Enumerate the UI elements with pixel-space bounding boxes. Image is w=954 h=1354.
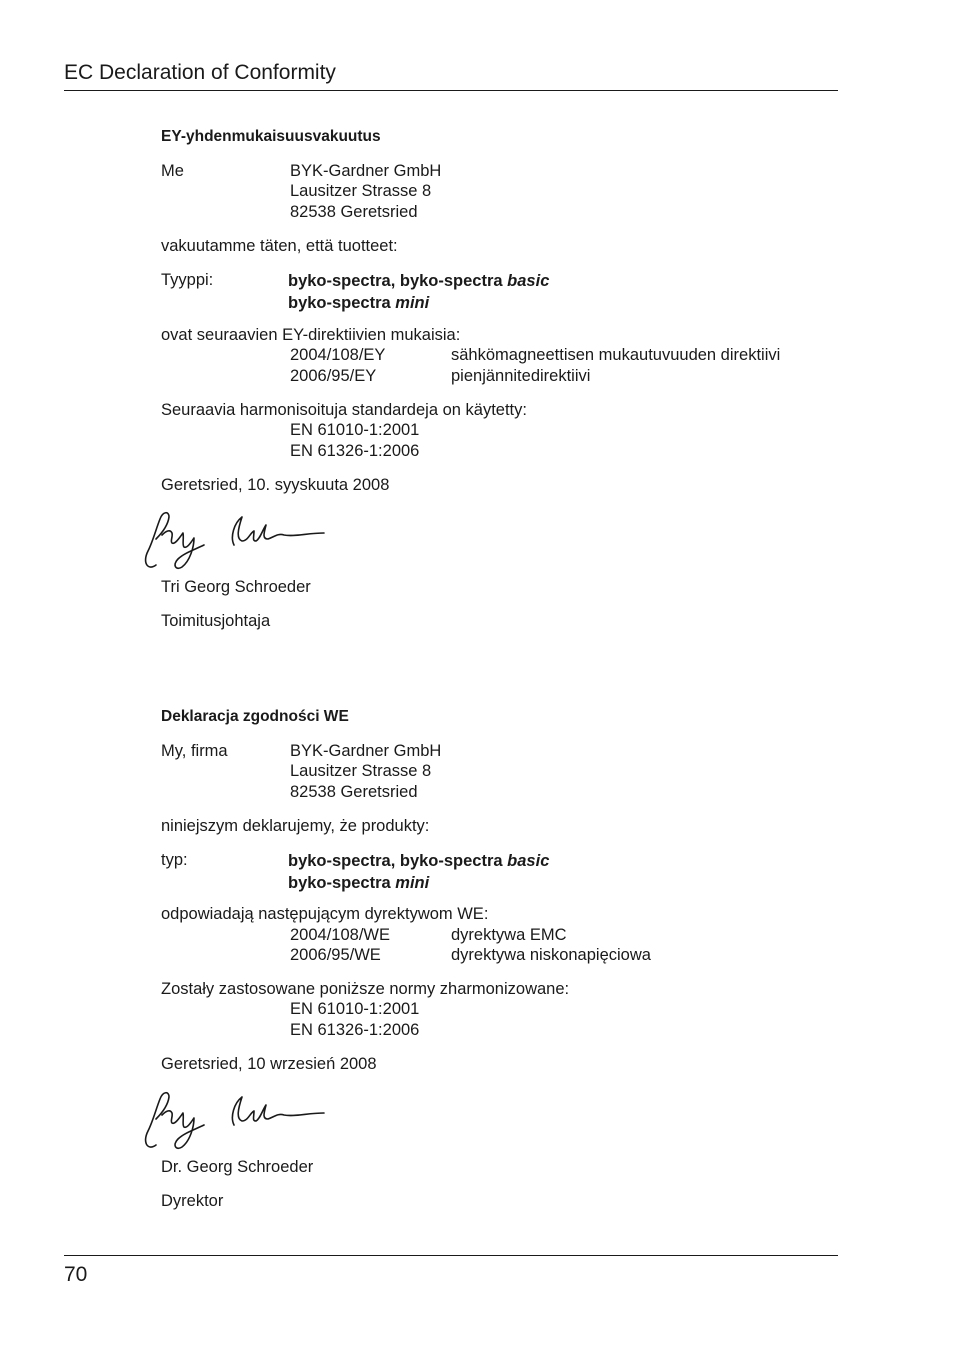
product-line-2 <box>288 873 429 894</box>
declare-text: niniejszym deklarujemy, że produkty: <box>161 817 430 835</box>
directive-code: 2004/108/EY <box>290 346 386 364</box>
footer-rule <box>64 1255 838 1256</box>
company-label: My, firma <box>161 742 228 760</box>
type-label: Tyyppi: <box>161 271 214 289</box>
standard-item: EN 61326-1:2006 <box>290 442 420 460</box>
product-line-1 <box>288 851 549 872</box>
company-name: BYK-Gardner GmbH <box>290 162 442 180</box>
directive-code: 2004/108/WE <box>290 926 390 944</box>
type-label: typ: <box>161 851 188 869</box>
product-line-2 <box>288 293 429 314</box>
company-street: Lausitzer Strasse 8 <box>290 762 432 780</box>
section-title: EY-yhdenmukaisuusvakuutus <box>161 128 381 145</box>
standard-item: EN 61010-1:2001 <box>290 421 420 439</box>
signatory-name: Tri Georg Schroeder <box>161 578 311 596</box>
directives-intro: odpowiadają następującym dyrektywom WE: <box>161 905 489 923</box>
page-header-title: EC Declaration of Conformity <box>64 61 336 84</box>
standard-item: EN 61326-1:2006 <box>290 1021 420 1039</box>
place-date: Geretsried, 10 wrzesień 2008 <box>161 1055 377 1073</box>
standards-intro: Zostały zastosowane poniższe normy zharmonizowane: <box>161 980 570 998</box>
place-date: Geretsried, 10. syyskuuta 2008 <box>161 476 390 494</box>
page-number: 70 <box>64 1263 88 1286</box>
product-variant: basic <box>507 852 550 870</box>
product-variant: mini <box>395 874 430 892</box>
product-name: byko-spectra, byko-spectra <box>288 272 508 290</box>
product-name: byko-spectra, byko-spectra <box>288 852 508 870</box>
product-variant: mini <box>395 294 430 312</box>
directives-intro: ovat seuraavien EY-direktiivien mukaisia: <box>161 326 461 344</box>
product-name: byko-spectra <box>288 874 396 892</box>
directive-code: 2006/95/EY <box>290 367 377 385</box>
declare-text: vakuutamme täten, että tuotteet: <box>161 237 398 255</box>
product-name: byko-spectra <box>288 294 396 312</box>
section-title: Deklaracja zgodności WE <box>161 708 349 725</box>
company-city: 82538 Geretsried <box>290 783 418 801</box>
signatory-role: Dyrektor <box>161 1192 224 1210</box>
handwritten-signature <box>138 1085 330 1155</box>
directive-code: 2006/95/WE <box>290 946 381 964</box>
signatory-role: Toimitusjohtaja <box>161 612 271 630</box>
directive-desc: dyrektywa EMC <box>451 926 567 944</box>
handwritten-signature <box>138 505 330 575</box>
standards-intro: Seuraavia harmonisoituja standardeja on käytetty: <box>161 401 527 419</box>
company-name: BYK-Gardner GmbH <box>290 742 442 760</box>
directive-desc: pienjännitedirektiivi <box>451 367 591 385</box>
directive-desc: dyrektywa niskonapięciowa <box>451 946 651 964</box>
standard-item: EN 61010-1:2001 <box>290 1000 420 1018</box>
product-line-1 <box>288 271 549 292</box>
company-city: 82538 Geretsried <box>290 203 418 221</box>
product-variant: basic <box>507 272 550 290</box>
company-street: Lausitzer Strasse 8 <box>290 182 432 200</box>
header-rule <box>64 90 838 91</box>
directive-desc: sähkömagneettisen mukautuvuuden direktiivi <box>451 346 781 364</box>
signatory-name: Dr. Georg Schroeder <box>161 1158 314 1176</box>
company-label: Me <box>161 162 184 180</box>
